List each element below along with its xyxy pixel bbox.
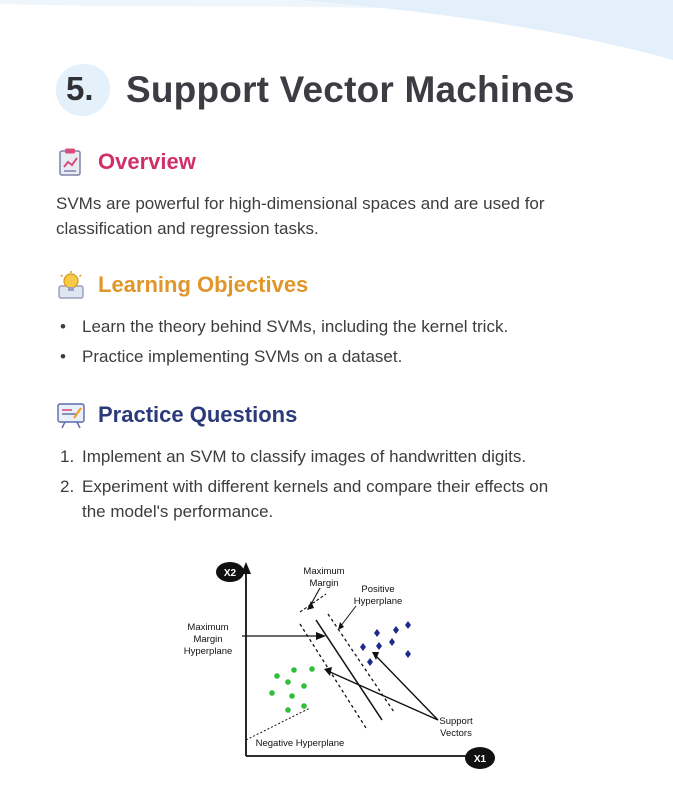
- y-axis-label: X2: [223, 568, 237, 579]
- data-point: [285, 679, 291, 685]
- list-number: 2.: [60, 477, 75, 496]
- lightbulb-icon: [56, 270, 86, 300]
- data-point: [376, 642, 382, 650]
- objectives-title: Learning Objectives: [98, 272, 309, 297]
- list-item-text: the model's performance.: [82, 502, 274, 521]
- data-point: [405, 650, 411, 658]
- support-vector-arrow: [376, 656, 438, 720]
- max-margin-label: Maximum: [303, 566, 345, 577]
- data-point: [285, 707, 291, 713]
- negative-hyperplane-line: [300, 624, 366, 728]
- whiteboard-icon: [56, 400, 86, 430]
- support-vector-arrowhead: [324, 667, 332, 676]
- svm-diagram: [180, 548, 520, 798]
- section-number: 5.: [66, 70, 94, 107]
- overview-title: Overview: [98, 149, 196, 174]
- negative-hyperplane-label: Negative Hyperplane: [255, 738, 345, 749]
- support-vectors-label: Support: [439, 716, 473, 727]
- objectives-heading: [56, 270, 308, 300]
- data-point: [301, 683, 307, 689]
- overview-heading: [56, 147, 196, 177]
- list-item: [60, 314, 508, 339]
- max-margin-label: Margin: [309, 578, 339, 589]
- list-item-text: Implement an SVM to classify images of handwritten digits.: [82, 447, 527, 466]
- header-wave-decoration: [0, 0, 673, 70]
- section-number-badge: [56, 62, 112, 118]
- data-point: [360, 643, 366, 651]
- data-point: [274, 673, 280, 679]
- positive-hyperplane-label: Hyperplane: [353, 596, 403, 607]
- practice-heading: [56, 400, 297, 430]
- data-point: [389, 638, 395, 646]
- overview-text-line: classification and regression tasks.: [56, 219, 319, 238]
- data-point: [301, 703, 307, 709]
- data-point: [291, 667, 297, 673]
- list-item-text: Practice implementing SVMs on a dataset.: [82, 347, 403, 366]
- data-point: [367, 658, 373, 666]
- max-margin-hyperplane-label: Maximum: [187, 622, 229, 633]
- positive-class-points: [360, 621, 411, 666]
- x-axis-label: X1: [473, 754, 487, 765]
- bullet-icon: •: [60, 317, 66, 336]
- list-item: [60, 344, 402, 369]
- data-point: [269, 690, 275, 696]
- negative-class-points: [269, 666, 315, 713]
- max-margin-hyperplane-label: Margin: [193, 634, 223, 645]
- data-point: [393, 626, 399, 634]
- bullet-icon: •: [60, 347, 66, 366]
- data-point: [374, 629, 380, 637]
- page-title: Support Vector Machines: [126, 69, 575, 110]
- list-item-text: Experiment with different kernels and compare their effects on: [82, 477, 549, 496]
- positive-hyperplane-line: [328, 614, 394, 712]
- overview-text: [56, 191, 626, 241]
- positive-hyperplane-pointer: [340, 606, 356, 627]
- list-number: 1.: [60, 447, 75, 466]
- data-point: [289, 693, 295, 699]
- practice-title: Practice Questions: [98, 402, 298, 427]
- max-margin-hyperplane-label: Hyperplane: [183, 646, 233, 657]
- page-title-row: [56, 62, 575, 118]
- data-point: [309, 666, 315, 672]
- negative-hyperplane-pointer: [246, 708, 310, 740]
- data-point: [405, 621, 411, 629]
- svm-diagram-svg: [180, 548, 520, 798]
- overview-text-line: SVMs are powerful for high-dimensional spaces and are used for: [56, 194, 545, 213]
- positive-hyperplane-label: Positive: [361, 584, 395, 595]
- list-item: [60, 444, 526, 469]
- margin-arrow: [300, 594, 326, 612]
- support-vectors-label: Vectors: [440, 728, 472, 739]
- clipboard-chart-icon: [56, 147, 86, 177]
- list-item: [60, 474, 548, 524]
- margin-arrowhead: [307, 601, 314, 610]
- list-item-text: Learn the theory behind SVMs, including the kernel trick.: [82, 317, 509, 336]
